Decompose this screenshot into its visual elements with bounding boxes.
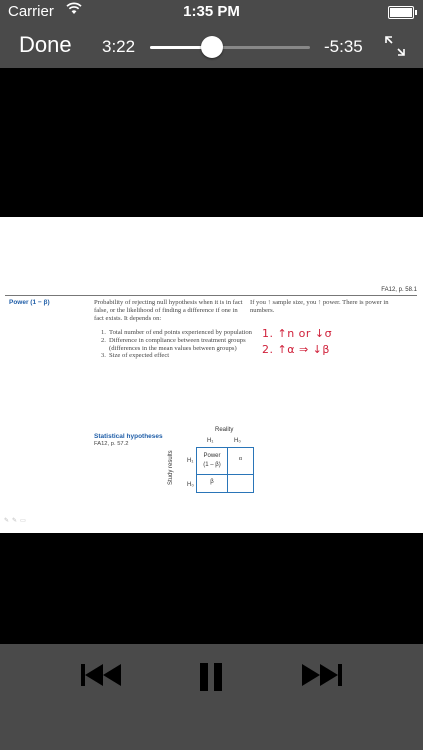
table-side-label: Study results [168, 450, 174, 485]
next-track-icon[interactable] [298, 662, 344, 693]
slide-term: Power (1 − β) [9, 299, 50, 306]
player-top-bar [0, 24, 423, 68]
slide-definition: Probability of rejecting null hypothesis when it is in fact false, or the likelihood of finding a difference if one in fact exists. It depends on: [94, 299, 243, 322]
table-cell-beta: β [210, 479, 214, 485]
scrubber-thumb[interactable] [201, 36, 223, 58]
remaining-time: -5:35 [324, 37, 363, 56]
table-divider [227, 448, 228, 492]
scrubber-track[interactable] [150, 46, 310, 49]
table-top-label: Reality [215, 427, 234, 433]
slide-list [101, 329, 273, 360]
list-item: 1. Total number of end points experienced by population [101, 329, 252, 336]
annotation-tools [4, 517, 29, 524]
done-button[interactable]: Done [19, 32, 72, 57]
table-cell-alpha: α [238, 456, 243, 462]
slide-right-note: If you ↑ sample size, you ↑ power. There is power in numbers. [250, 299, 389, 314]
clock: 1:35 PM [183, 3, 240, 20]
carrier-label: Carrier [8, 3, 54, 20]
battery-icon [388, 6, 414, 19]
playback-controls [0, 644, 423, 750]
pause-icon[interactable] [198, 662, 224, 697]
stat-reference: FA12, p. 57.2 [94, 441, 129, 447]
pen-tool-icon: ✎ [4, 518, 13, 524]
slide-divider [5, 295, 417, 296]
previous-track-icon[interactable] [79, 662, 125, 693]
table-col-header: H₁ [207, 438, 214, 444]
table-col-header: H₀ [234, 438, 241, 444]
status-bar [0, 0, 423, 24]
video-frame[interactable] [0, 217, 423, 533]
handwritten-note-1: 1. ↑n or ↓σ [262, 327, 333, 340]
list-item: 3. Size of expected effect [101, 352, 170, 360]
fullscreen-icon[interactable] [383, 34, 407, 63]
slide-reference: FA12, p. 58.1 [381, 287, 417, 293]
hypothesis-table [196, 447, 254, 493]
table-cell-power: Power (1 – β) [203, 453, 221, 468]
stat-title: Statistical hypotheses [94, 433, 163, 440]
highlighter-tool-icon: ✎ [12, 518, 21, 524]
table-row-header: H₀ [187, 482, 194, 488]
table-row-header: H₁ [187, 458, 194, 464]
eraser-tool-icon: ▭ [20, 518, 29, 524]
handwritten-note-2: 2. ↑α ⇒ ↓β [262, 343, 330, 356]
elapsed-time: 3:22 [102, 37, 136, 56]
table-divider [197, 474, 253, 475]
list-item: 2. Difference in compliance between treatment groups (differences in the mean values between groups) [101, 336, 246, 352]
